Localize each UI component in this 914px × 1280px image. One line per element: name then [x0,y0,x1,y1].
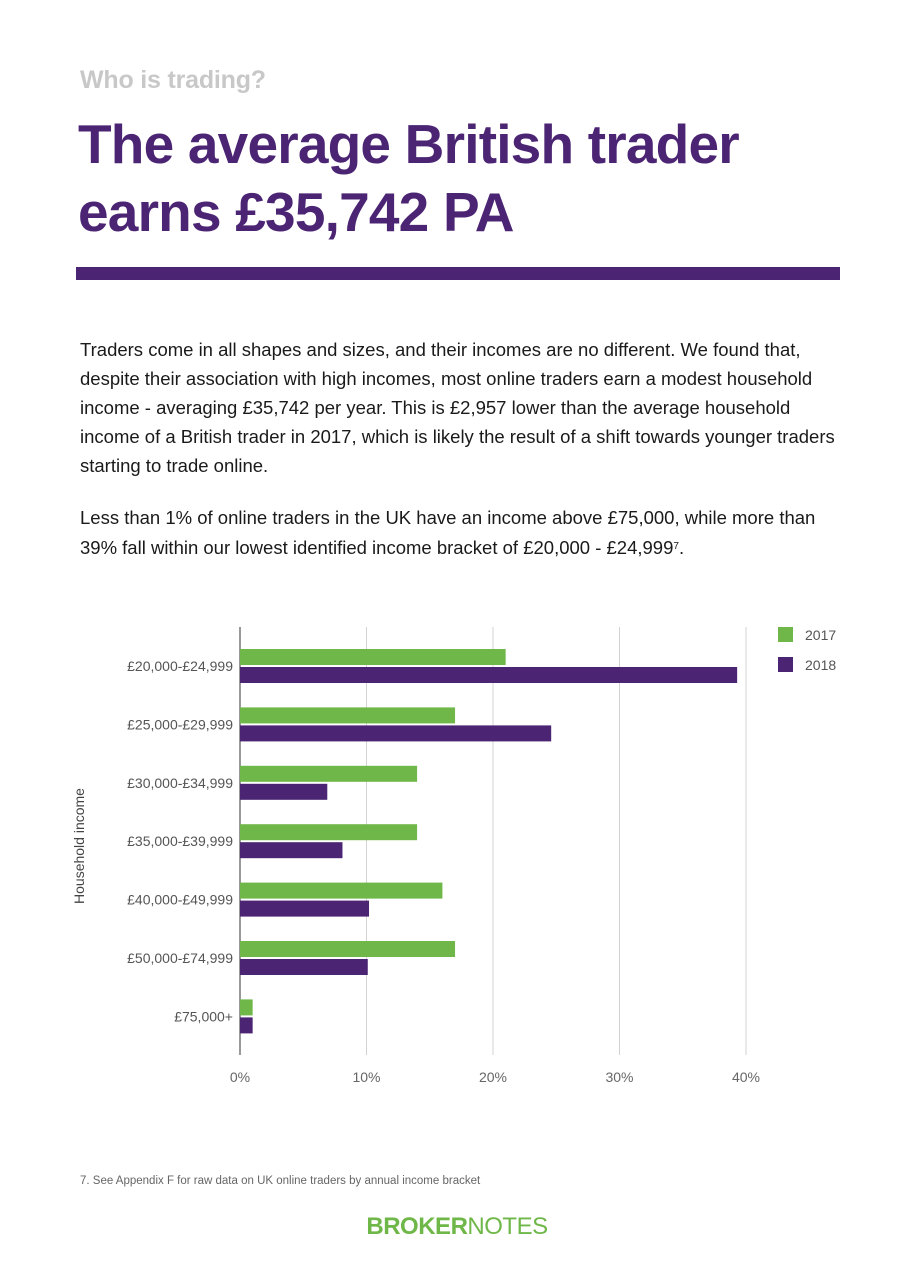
x-tick-label: 10% [352,1069,381,1085]
sentence-end: . [678,537,685,558]
category-label: £20,000-£24,999 [127,658,233,674]
bar-2017 [240,707,455,723]
category-label: £30,000-£34,999 [127,774,233,791]
category-label: £40,000-£49,999 [127,891,233,908]
legend-swatch [778,657,793,672]
y-axis-label: Household income [71,788,87,904]
legend-swatch [778,627,793,642]
logo-bold-text: BROKER [366,1213,468,1240]
bar-2017 [240,824,417,840]
bar-2018 [240,901,369,917]
bar-2018 [240,784,327,800]
bar-2017 [240,883,442,899]
legend-label: 2017 [805,627,837,643]
bar-2018 [240,725,551,741]
footnote: 7. See Appendix F for raw data on UK online traders by annual income bracket [80,1175,481,1187]
bar-2017 [240,649,506,665]
bar-2018 [240,959,368,975]
income-summary-paragraph [80,503,840,562]
x-tick-label: 30% [605,1069,634,1085]
footnote-ref: 7 [673,541,679,552]
brokernotes-logo [0,1213,914,1241]
bar-2017 [240,999,253,1015]
title-divider [76,267,840,280]
page-title: The average British trader earns £35,742 PA [78,113,739,243]
section-kicker: Who is trading? [80,66,266,94]
income-bar-chart [0,600,914,1110]
bar-2018 [240,842,342,858]
intro-paragraph: Traders come in all shapes and sizes, and their incomes are no different. We found that, despite their association with high incomes, most online traders earn a modest household income - averaging £35,742 per year. This is £2,957 lower than the average household income of a British trader in 2017, which is likely the result of a shift towards younger traders starting to trade online. [80,339,835,476]
category-label: £25,000-£29,999 [127,716,233,733]
logo-thin-text: NOTES [467,1213,548,1240]
category-label: £50,000-£74,999 [127,950,233,966]
bar-2018 [240,667,737,683]
income-summary-text: Less than 1% of online traders in the UK have an income above £75,000, while more than 39% fall within our lowest identified income bracket of £20,000 - £24,999 [80,507,816,558]
category-label: £35,000-£39,999 [127,833,233,850]
bar-2017 [240,941,455,957]
bar-2017 [240,766,417,782]
x-tick-label: 0% [229,1069,251,1085]
category-label: £75,000+ [174,1008,233,1025]
legend-label: 2018 [805,657,837,673]
x-tick-label: 40% [731,1069,761,1085]
bar-2018 [240,1017,253,1033]
x-tick-label: 20% [478,1069,508,1085]
